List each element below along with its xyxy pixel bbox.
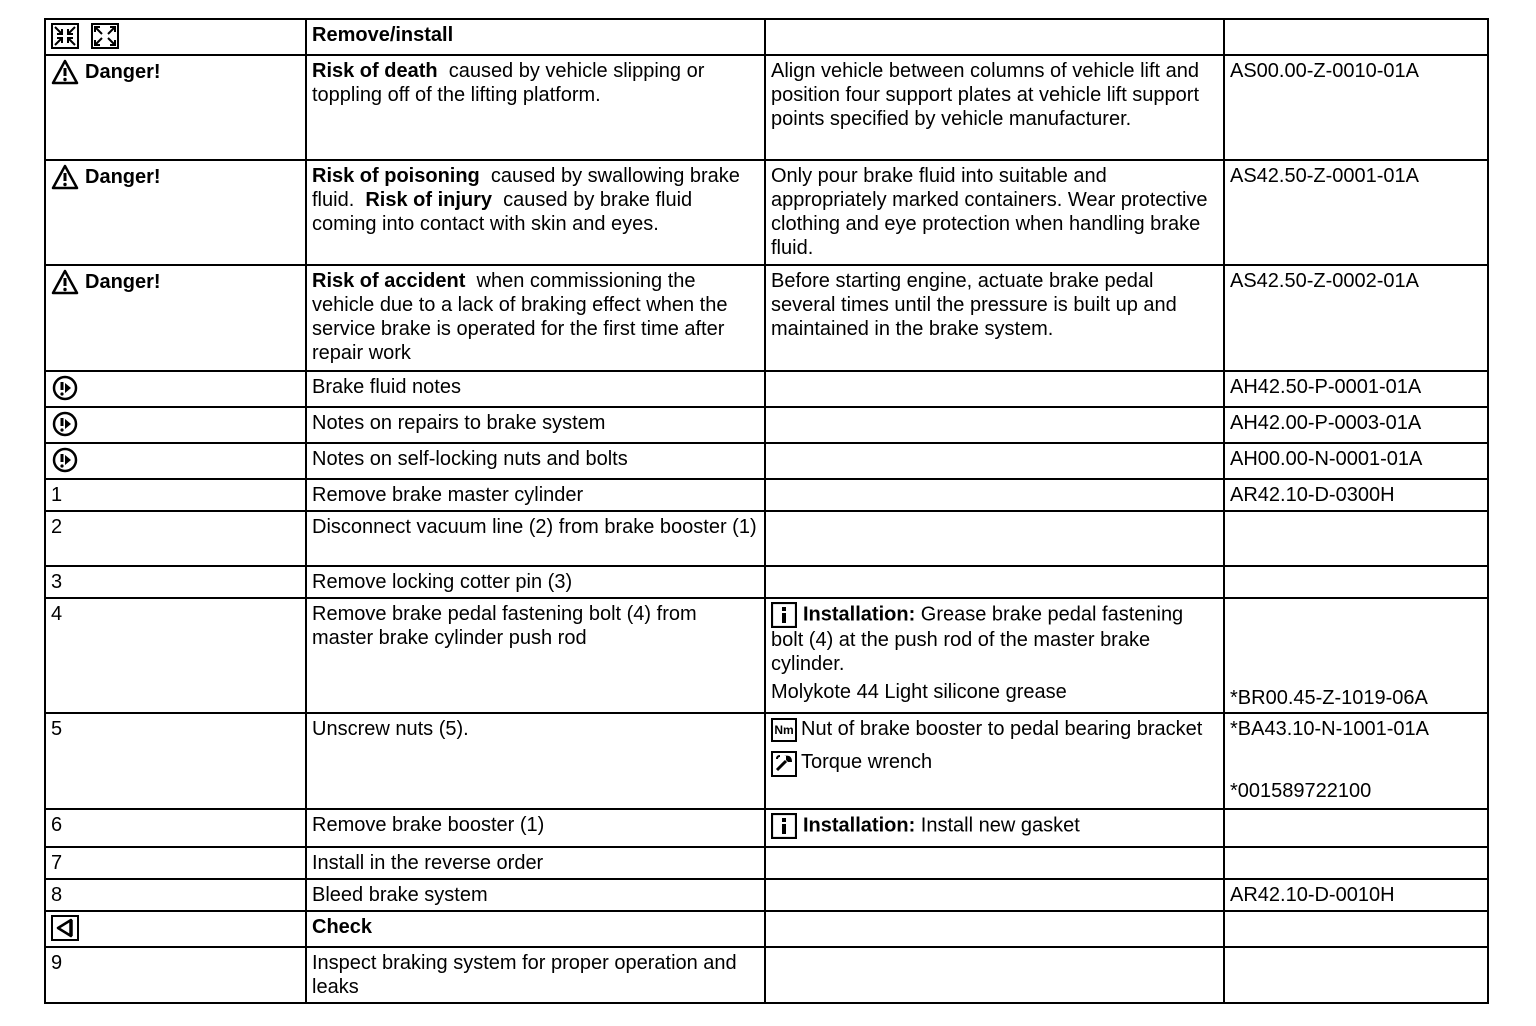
symbol-cell (45, 19, 306, 55)
danger-cell (45, 265, 306, 371)
warning-triangle-icon (51, 164, 79, 190)
step-number: 1 (45, 479, 306, 511)
table-row (45, 479, 1488, 511)
ref-cell (1224, 19, 1488, 55)
warning-triangle-icon (51, 269, 79, 295)
step-number: 5 (45, 713, 306, 809)
risk-text: caused by vehicle slipping or toppling off of the lifting platform. (312, 60, 710, 106)
ref-cell (1224, 598, 1488, 713)
table-row (45, 598, 1488, 713)
table-row (45, 879, 1488, 911)
note-text: Install new gasket (915, 814, 1080, 837)
step-text: Notes on self-locking nuts and bolts (306, 443, 765, 479)
step-number: 8 (45, 879, 306, 911)
step-number: 2 (45, 511, 306, 566)
step-text: Unscrew nuts (5). (306, 713, 765, 809)
note-cell (765, 847, 1224, 879)
danger-label: Danger! (85, 271, 161, 293)
warning-triangle-icon (51, 59, 79, 85)
risk-text: when commissioning the vehicle due to a lack of braking effect when the service brake is operated for the first time after repair work (312, 270, 734, 364)
remove-icon (51, 23, 79, 49)
symbol-cell (45, 911, 306, 947)
danger-cell (45, 55, 306, 160)
note-text: Before starting engine, actuate brake pedal several times until the pressure is built up and maintained in the brake system. (765, 265, 1224, 371)
table-row (45, 371, 1488, 407)
step-text: Remove/install (306, 19, 765, 55)
step-number: 4 (45, 598, 306, 713)
note-text: Only pour brake fluid into suitable and appropriately marked containers. Wear protective clothing and eye protection when handling brake fluid. (765, 160, 1224, 265)
step-text: Bleed brake system (306, 879, 765, 911)
lubricant-text: Molykote 44 Light silicone grease (771, 681, 1067, 703)
ref-cell (1224, 566, 1488, 598)
notes-icon (51, 411, 79, 437)
ref-link[interactable]: AH42.50-P-0001-01A (1224, 371, 1488, 407)
table-row (45, 809, 1488, 847)
ref-cell (1224, 809, 1488, 847)
step-text: Inspect braking system for proper operation and leaks (306, 947, 765, 1003)
step-number: 6 (45, 809, 306, 847)
risk-text: caused by brake fluid coming into contact with skin and eyes. (312, 189, 698, 235)
tool-icon (771, 751, 797, 777)
step-text (306, 265, 765, 371)
note-cell (765, 598, 1224, 713)
table-row (45, 847, 1488, 879)
ref-link[interactable]: AS42.50-Z-0001-01A (1224, 160, 1488, 265)
ref-link[interactable]: AS00.00-Z-0010-01A (1224, 55, 1488, 160)
risk-text: caused by swallowing brake fluid. (312, 165, 746, 211)
note-cell (765, 947, 1224, 1003)
tool-ref-link[interactable]: *001589722100 (1230, 780, 1372, 802)
table-row (45, 265, 1488, 371)
installation-label: Installation: (803, 814, 916, 837)
ref-link[interactable]: AS42.50-Z-0002-01A (1224, 265, 1488, 371)
note-cell (765, 407, 1224, 443)
step-text: Notes on repairs to brake system (306, 407, 765, 443)
danger-label: Danger! (85, 61, 161, 83)
nm-symbol-text: Nm (774, 723, 794, 737)
step-number: 9 (45, 947, 306, 1003)
note-cell (765, 371, 1224, 407)
danger-cell (45, 160, 306, 265)
risk-title: Risk of injury (365, 189, 493, 211)
note-cell (765, 511, 1224, 566)
note-text: Align vehicle between columns of vehicle lift and position four support plates at vehicle lift support points specified by vehicle manufacturer. (765, 55, 1224, 160)
table-row (45, 55, 1488, 160)
ref-cell (1224, 511, 1488, 566)
step-text: Remove locking cotter pin (3) (306, 566, 765, 598)
table-row (45, 911, 1488, 947)
note-cell (765, 19, 1224, 55)
info-icon (771, 813, 797, 839)
ref-link[interactable]: *BR00.45-Z-1019-06A (1230, 687, 1428, 709)
info-icon (771, 602, 797, 628)
step-text (306, 55, 765, 160)
ref-cell (1224, 911, 1488, 947)
symbol-cell (45, 443, 306, 479)
table-row (45, 160, 1488, 265)
risk-title: Risk of poisoning (312, 165, 480, 187)
table-row (45, 947, 1488, 1003)
ref-cell (1224, 713, 1488, 809)
symbol-cell (45, 407, 306, 443)
notes-icon (51, 375, 79, 401)
table-row (45, 443, 1488, 479)
note-text: Nut of brake booster to pedal bearing bracket (801, 718, 1203, 740)
step-text (306, 160, 765, 265)
procedure-table (44, 18, 1489, 1004)
step-number: 7 (45, 847, 306, 879)
step-text: Check (306, 911, 765, 947)
note-cell (765, 479, 1224, 511)
step-text: Brake fluid notes (306, 371, 765, 407)
note-text: Grease brake pedal fastening bolt (4) at the push rod of the master brake cylinder. (771, 603, 1184, 675)
ref-link[interactable]: AH42.00-P-0003-01A (1224, 407, 1488, 443)
step-text: Remove brake booster (1) (306, 809, 765, 847)
check-icon (51, 915, 79, 941)
table-row (45, 407, 1488, 443)
step-number: 3 (45, 566, 306, 598)
notes-icon (51, 447, 79, 473)
step-text: Remove brake master cylinder (306, 479, 765, 511)
table-row (45, 511, 1488, 566)
note-cell (765, 879, 1224, 911)
ref-cell (1224, 947, 1488, 1003)
step-text: Install in the reverse order (306, 847, 765, 879)
note-cell (765, 566, 1224, 598)
symbol-cell (45, 371, 306, 407)
tool-text: Torque wrench (801, 751, 933, 773)
step-text: Remove brake pedal fastening bolt (4) from master brake cylinder push rod (306, 598, 765, 713)
note-cell (765, 713, 1224, 809)
risk-title: Risk of accident (312, 270, 466, 292)
note-cell (765, 911, 1224, 947)
risk-title: Risk of death (312, 60, 438, 82)
table-row (45, 713, 1488, 809)
install-icon (91, 23, 119, 49)
ref-cell (1224, 847, 1488, 879)
ref-link[interactable]: AR42.10-D-0300H (1224, 479, 1488, 511)
ref-link[interactable]: AH00.00-N-0001-01A (1224, 443, 1488, 479)
note-cell (765, 443, 1224, 479)
table-row (45, 566, 1488, 598)
torque-nm-icon (771, 718, 797, 742)
step-text: Disconnect vacuum line (2) from brake booster (1) (306, 511, 765, 566)
ref-link[interactable]: AR42.10-D-0010H (1224, 879, 1488, 911)
table-row (45, 19, 1488, 55)
danger-label: Danger! (85, 166, 161, 188)
note-cell (765, 809, 1224, 847)
ref-link[interactable]: *BA43.10-N-1001-01A (1230, 718, 1430, 740)
installation-label: Installation: (803, 603, 916, 626)
